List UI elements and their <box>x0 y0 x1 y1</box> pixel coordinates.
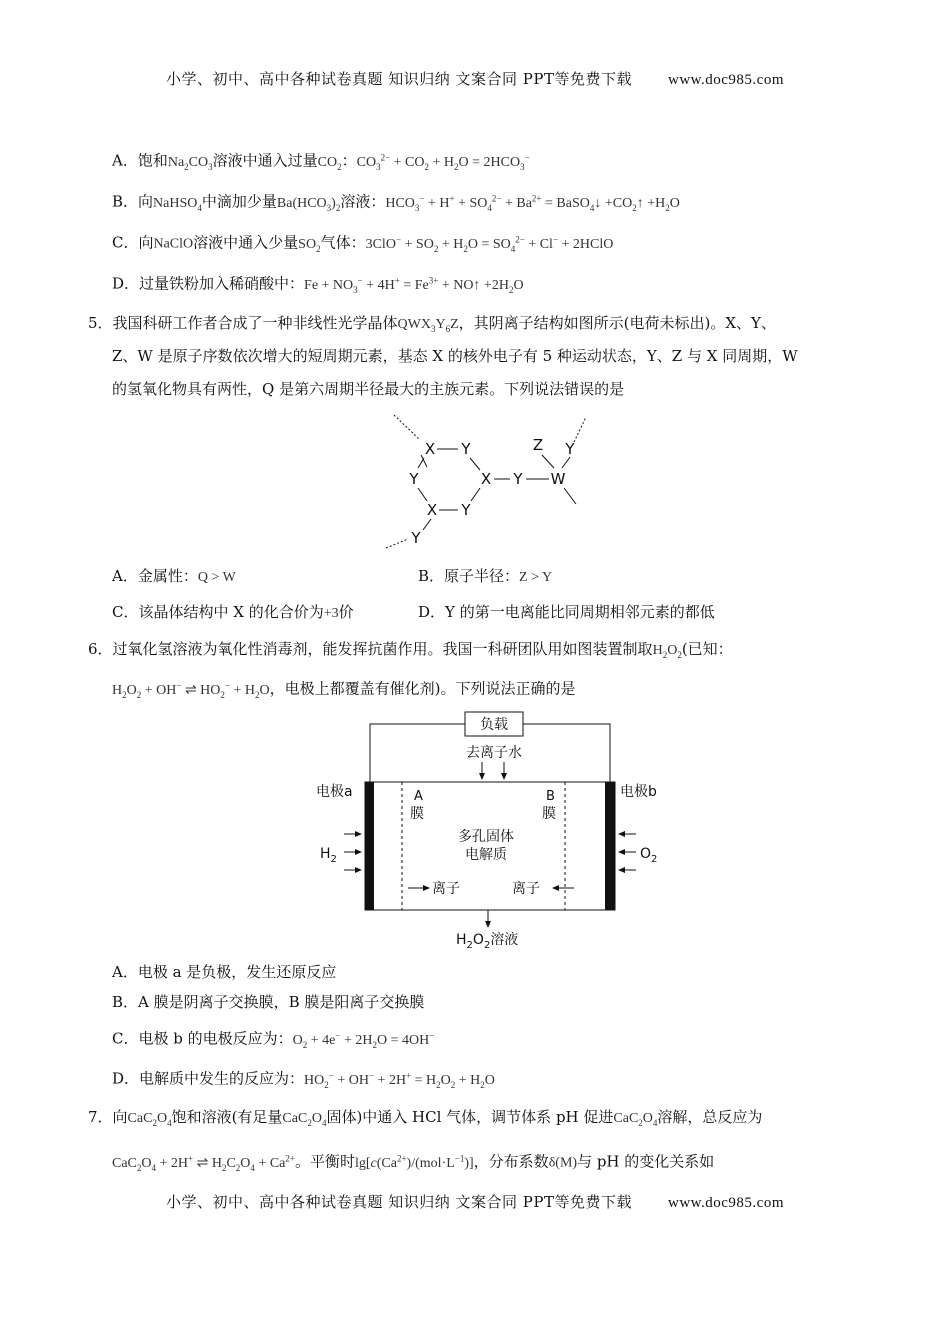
page-footer <box>0 1191 950 1212</box>
q5-stem-line2: Z、W 是原子序数依次增大的短周期元素，基态 X 的核外电子有 5 种运动状态，Y、Z 与 X 同周期，W <box>112 347 798 365</box>
q4-option-a: A．饱和$Na_2CO_3$溶液中通入过量$CO_2$：$CO_3^{2-} + CO_2 + H_2O = 2HCO_3^-$ <box>112 151 530 172</box>
h2-label: $H_2$ <box>320 846 337 865</box>
electrode-a-label: 电极a <box>316 784 353 800</box>
atom-w: W <box>550 470 566 488</box>
q5-option-c: C．该晶体结构中 X 的化合价为+3价 <box>112 603 354 621</box>
q6-option-d: D．电解质中发生的反应为：$HO_2^- + OH^- + 2H^+ = H_2O_2 + H_2O$ <box>112 1069 495 1090</box>
q4-option-b: B．向NaHSO$_4$中滴加少量$Ba(HCO_3)_2$溶液：$HCO_3^- + H^+ + SO_4^{2-} + Ba^{2+}$ = BaSO$_4$↓ $+CO_2↑ +H_2O$ <box>112 192 680 213</box>
footer-text: 小学、初中、高中各种试卷真题 知识归纳 文案合同 PPT等免费下载 <box>165 1193 632 1211</box>
q6-stem-line2: $H_2O_2 + OH^-$ ⇌ $HO_2^- + H_2O$，电极上都覆盖有催化剂)。下列说法正确的是 <box>112 679 576 700</box>
header-site: www.doc985.com <box>667 72 784 88</box>
ion-right-label: 离子 <box>512 881 540 897</box>
q4-option-c: C．向NaClO溶液中通入少量$SO_2$气体：$3ClO^- + SO_2 + H_2O = SO_4^{2-} + Cl^-$ + 2HClO <box>112 233 614 254</box>
q7-stem-line2: $CaC_2O_4 + 2H^+$ ⇌ $H_2C_2O_4 + Ca^{2+}$。平衡时$\lg[c(Ca^{2+})/(mol\cdot L^{-1})]$，分布系数δ(M)与 pH 的变化关系如 <box>112 1152 715 1173</box>
atom-z: Z <box>532 436 544 454</box>
electrolyte-line2: 电解质 <box>465 847 507 863</box>
q5-stem-line1: 5．我国科研工作者合成了一种非线性光学晶体$QWX_3Y_6Z$，其阴离子结构如图所示(电荷未标出)。X、Y、 <box>88 314 776 334</box>
atom-y4: Y <box>513 470 523 488</box>
atom-x2: X <box>480 470 492 488</box>
load-label: 负载 <box>480 717 508 733</box>
q5-anion-structure <box>380 412 600 554</box>
q5-stem-line3: 的氢氧化物具有两性，Q 是第六周期半径最大的主族元素。下列说法错误的是 <box>112 380 625 398</box>
membrane-a-letter: A <box>414 789 423 804</box>
atom-x1: X <box>424 440 436 458</box>
q5-option-d: D．Y 的第一电离能比同周期相邻元素的都低 <box>418 603 715 621</box>
electrolyte-line1: 多孔固体 <box>458 829 514 845</box>
q5-option-a: A．金属性：Q > W <box>112 567 236 585</box>
q6-option-b: B．A 膜是阴离子交换膜，B 膜是阳离子交换膜 <box>112 993 425 1011</box>
ion-left-label: 离子 <box>432 881 460 897</box>
q7-stem-line1: 7．向$CaC_2O_4$饱和溶液(有足量$CaC_2O_4$固体)中通入 HCl 气体，调节体系 pH 促进$CaC_2O_4$溶解，总反应为 <box>88 1108 763 1128</box>
atom-x3: X <box>426 501 438 519</box>
atom-y6: Y <box>411 529 421 547</box>
atom-y2: Y <box>409 470 419 488</box>
q6-option-c: C．电极 b 的电极反应为：$O_2 + 4e^- + 2H_2O = 4OH^-$ <box>112 1029 435 1050</box>
electrode-a-plate <box>365 782 374 910</box>
q6-apparatus <box>310 708 680 952</box>
atom-y5: Y <box>565 440 575 458</box>
membrane-b-letter: B <box>546 789 555 804</box>
membrane-a-label: 膜 <box>410 806 424 822</box>
electrode-b-plate <box>605 782 615 910</box>
o2-label: $O_2$ <box>640 846 658 865</box>
atom-y3: Y <box>461 501 471 519</box>
q5-option-b: B．原子半径：Z > Y <box>418 567 553 585</box>
product-label: $H_2O_2$溶液 <box>456 932 519 951</box>
page-header <box>0 68 950 89</box>
water-label: 去离子水 <box>466 745 522 761</box>
q6-option-a: A．电极 a 是负极，发生还原反应 <box>112 963 337 981</box>
electrode-b-label: 电极b <box>620 784 657 800</box>
atom-y1: Y <box>461 440 471 458</box>
footer-site: www.doc985.com <box>667 1195 784 1211</box>
membrane-b-label: 膜 <box>542 806 556 822</box>
header-text: 小学、初中、高中各种试卷真题 知识归纳 文案合同 PPT等免费下载 <box>165 70 632 88</box>
q4-option-d: D．过量铁粉加入稀硝酸中：$Fe + NO_3^- + 4H^+ = Fe^{3+}$ + NO↑ $+2H_2O$ <box>112 274 524 295</box>
q6-stem-line1: 6．过氧化氢溶液为氧化性消毒剂，能发挥抗菌作用。我国一科研团队用如图装置制取$H_2O_2$(已知： <box>88 640 733 660</box>
